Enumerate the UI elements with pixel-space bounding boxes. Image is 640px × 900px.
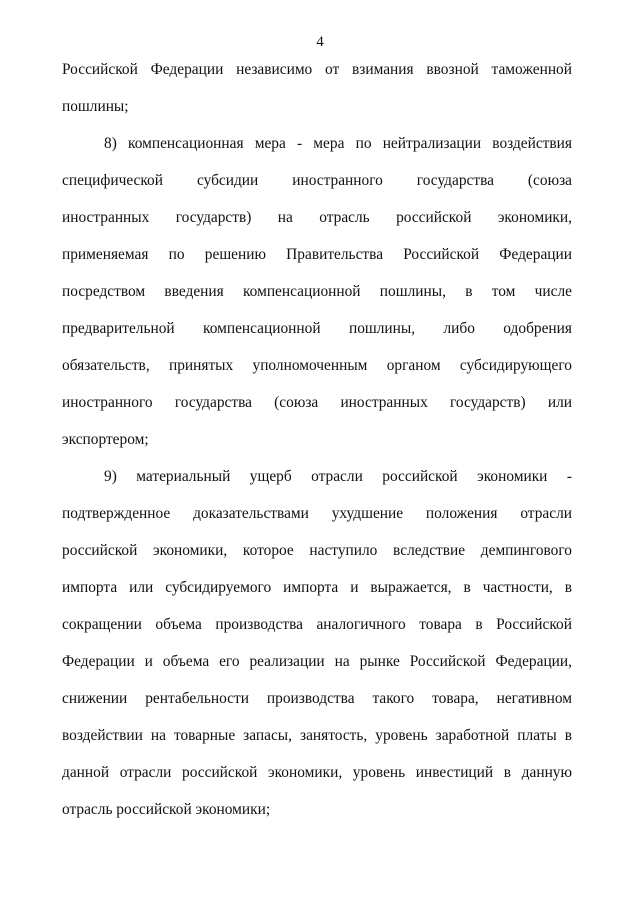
page-number: 4 bbox=[316, 34, 324, 50]
text-line: отрасль российской экономики; bbox=[62, 801, 271, 818]
text-line: экспортером; bbox=[62, 431, 149, 448]
text-line: посредством введения компенсационной пошлины, в том числе bbox=[62, 283, 572, 300]
text-line: подтвержденное доказательствами ухудшение положения отрасли bbox=[62, 505, 572, 522]
text-line: Российской Федерации независимо от взимания ввозной таможенной bbox=[62, 61, 572, 78]
text-line: специфической субсидии иностранного государства (союза bbox=[62, 172, 572, 189]
paragraph-9-first-line: 9) материальный ущерб отрасли российской экономики - bbox=[104, 468, 572, 485]
text-line: иностранного государства (союза иностранных государств) или bbox=[62, 394, 572, 411]
text-line: воздействии на товарные запасы, занятость, уровень заработной платы в bbox=[62, 727, 572, 744]
text-line: обязательств, принятых уполномоченным органом субсидирующего bbox=[62, 357, 572, 374]
text-line: сокращении объема производства аналогичного товара в Российской bbox=[62, 616, 572, 633]
text-line: снижении рентабельности производства такого товара, негативном bbox=[62, 690, 572, 707]
text-line: данной отрасли российской экономики, уровень инвестиций в данную bbox=[62, 764, 572, 781]
text-line: применяемая по решению Правительства Российской Федерации bbox=[62, 246, 572, 263]
text-line: иностранных государств) на отрасль российской экономики, bbox=[62, 209, 572, 226]
text-line: Федерации и объема его реализации на рынке Российской Федерации, bbox=[62, 653, 572, 670]
text-line: российской экономики, которое наступило вследствие демпингового bbox=[62, 542, 572, 559]
text-line: импорта или субсидируемого импорта и выражается, в частности, в bbox=[62, 579, 572, 596]
text-line: предварительной компенсационной пошлины, либо одобрения bbox=[62, 320, 572, 337]
paragraph-8-first-line: 8) компенсационная мера - мера по нейтрализации воздействия bbox=[104, 135, 572, 152]
text-line: пошлины; bbox=[62, 98, 129, 115]
